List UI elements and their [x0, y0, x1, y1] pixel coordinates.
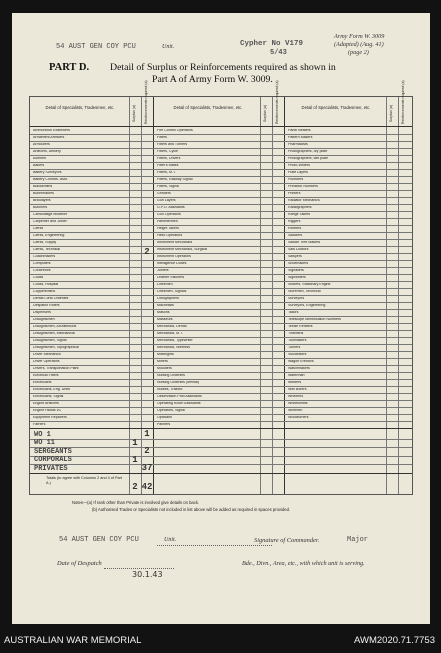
trade-label-col1: Blacksmiths [33, 184, 53, 188]
trade-label-col1: Draughtsmen, Mechanical [33, 331, 75, 335]
trade-label-col1: Armourers [33, 142, 50, 146]
cypher-date: 5/43 [270, 49, 287, 57]
rank-label: SERGEANTS [34, 447, 72, 456]
trade-label-col2: Operating Room Assistants [157, 401, 201, 405]
trade-label-col3: Wheelers [288, 394, 304, 398]
bde-label: Bde., Divn., Area, etc., with which unit is serving. [242, 560, 365, 567]
trade-label-col1: Clerks, Supply [33, 240, 57, 244]
trade-label-col1: Drivers, Transportation Plant [33, 366, 79, 370]
trade-label-col1: Equipment Repairers [33, 415, 67, 419]
despatch-date-value: 30.1.43 [132, 570, 163, 579]
rank-row-divider [30, 447, 412, 448]
rank-surplus-value: 1 [132, 454, 138, 465]
note-b: (b) Authorised Trades or Specialists not included in list above will be added as required in spaces provided. [92, 507, 291, 512]
rank-reinforcements-value: 1 [144, 429, 150, 439]
trade-label-col1: Driver Operators [33, 359, 60, 363]
trade-label-col2: Instrument Mechanics [157, 240, 193, 244]
trade-label-col1: Bakers [33, 163, 45, 167]
part-label: PART D. [49, 62, 90, 73]
trade-label-col3: Well Borers [288, 387, 307, 391]
rank-surplus-value: 1 [132, 437, 138, 448]
trade-label-col1: Dental Clerk Orderlies [33, 296, 69, 300]
trade-label-col3: Textile Refitters [288, 324, 313, 328]
column-header-surplus-1: Surplus (a) [132, 104, 136, 122]
trade-label-col1: Computers [33, 261, 51, 265]
rank-reinforcements-value: 2 [144, 446, 150, 457]
totals-reinforcements: 42 [141, 482, 153, 492]
trade-label-col1: Driver Mechanics [33, 352, 61, 356]
trade-label-col1: Coppersmiths [33, 289, 56, 293]
trade-label-col1: Farriers [33, 422, 46, 426]
trade-label-col1: Draughtsmen, Architectural [33, 324, 77, 328]
trade-label-col1: Draughtsmen, Signal [33, 338, 67, 342]
trade-label-col2: Nursing Orderlies [157, 373, 185, 377]
trade-label-col2: Observation Post Assistants [157, 394, 202, 398]
trade-label-col1: Concretors [33, 268, 51, 272]
rank-row-divider [30, 456, 412, 457]
trade-label-col2: Instrument Mechanics, Surgical [157, 247, 208, 251]
trade-label-col1: Battery Surveyors [33, 170, 62, 174]
unit-label: Unit. [162, 44, 175, 50]
trade-label-col2: Linesmen, Signals [157, 289, 187, 293]
trade-label-col2: Fire Control Operators [157, 128, 193, 132]
trade-label-col2: Nurses, Trained [157, 387, 183, 391]
trade-label-col1: Battery Comdrs. Asst. [33, 177, 68, 181]
trade-label-col1: Despatch Riders [33, 303, 60, 307]
trade-label-col2: Fitters [157, 135, 167, 139]
trade-label-col1: Draughtsmen, Topographical [33, 345, 79, 349]
column-header-reinf-3: Reinforcements required (a) [401, 80, 405, 124]
trade-label-col1: Artificers, Artillery [33, 149, 61, 153]
rank-reinforcements-value: 37 [141, 463, 153, 474]
trade-label-col2: Mechanics, Typewriter [157, 338, 193, 342]
totals-label: Totals (to agree with Columns 2 and 4 of Part A.) [46, 476, 122, 485]
trade-label-col1: Engine Hands I/C [33, 408, 62, 412]
trade-label-col3: Range Takers [288, 212, 311, 216]
trade-label-col3: Tinsmiths [288, 331, 304, 335]
column-header-detail-2: Detail of Specialists, Tradesmen, etc. [173, 105, 243, 110]
trade-label-col2: Leather Stitchers [157, 275, 185, 279]
trade-label-col2: Fitters, M.T. [157, 170, 176, 174]
rank-row-divider [30, 464, 412, 465]
note-a: Notes—(a) If rank other than Private is involved give details on back. [72, 500, 200, 505]
trade-label-col2: Fitters, Signal [157, 184, 179, 188]
unit-value: 54 AUST GEN COY PCU [56, 43, 136, 51]
trade-label-col2: Fitters, Cycle [157, 149, 178, 153]
trade-label-col3: Saddlers [288, 233, 303, 237]
trade-label-col1: Butchers [33, 205, 48, 209]
trade-label-col3: Woodturners [288, 415, 309, 419]
trade-label-col2: Hammermen [157, 219, 178, 223]
trade-label-col1: Bricklayers [33, 198, 51, 202]
trade-label-col1: Draughtsmen [33, 317, 55, 321]
archive-caption-bar [0, 629, 441, 653]
trade-label-col2: Fitters and Turners [157, 142, 188, 146]
trade-label-col2: Mechanics, Wireless [157, 345, 190, 349]
trade-label-col2: Fitters, Drivers [157, 156, 181, 160]
trade-label-col1: Clerks, Technical [33, 247, 61, 251]
trade-label-col3: Vulcanisers [288, 352, 307, 356]
column-header-reinf-2: Reinforcements required (a) [275, 80, 279, 124]
trade-label-col2: Moulders [157, 366, 172, 370]
column-header-surplus-2: Surplus (a) [263, 104, 267, 122]
trade-label-col2: Machinists [157, 303, 174, 307]
trade-label-col1: Carpenter and Joiner [33, 219, 67, 223]
trade-label-col3: Signwriters [288, 275, 306, 279]
trade-label-col2: Mechanics, M.T. [157, 331, 183, 335]
trade-label-col3: Wiremen [288, 408, 303, 412]
trade-label-col1: Camouflage Modeller [33, 212, 68, 216]
trade-label-col1: Axemen [33, 156, 47, 160]
title-line2: Part A of Army Form W. 3009. [152, 74, 273, 85]
trade-label-col2: Masseurs [157, 317, 173, 321]
form-number: Army Form W. 3009 [334, 33, 385, 40]
trade-label-col3: Sawyers [288, 254, 302, 258]
column-header-surplus-3: Surplus (a) [389, 104, 393, 122]
title-line1: Detail of Surplus or Reinforcements required as shown in [110, 62, 336, 73]
trade-label-col2: Nursing Orderlies (Mental) [157, 380, 200, 384]
trade-label-col2: Helio Operators [157, 233, 183, 237]
trade-label-col2: G.P.O. Assistants [157, 205, 185, 209]
trade-label-col1: Electricians, Eng. Units [33, 387, 70, 391]
form-adapted: (Adapted) (Aug. 41) [334, 41, 384, 48]
trade-label-col2: Fitters, Railway Signal [157, 177, 193, 181]
trade-label-col2: Linesmen [157, 282, 173, 286]
trade-label-col3: Toolmakers [288, 338, 307, 342]
trade-label-col1: Clerks [33, 226, 44, 230]
trade-label-col3: Panel Beaters [288, 128, 311, 132]
trade-label-col3: Riggers [288, 219, 301, 223]
trade-label-col1: Ammunition Examiners [33, 128, 70, 132]
signature-label: Signature of Commander. [254, 537, 320, 544]
trade-label-col2: Operators, Signal [157, 408, 185, 412]
trade-label-col3: Photo-Writers [288, 163, 310, 167]
trade-label-col1: Cooks [33, 275, 44, 279]
trade-label-col2: Millwrights [157, 352, 174, 356]
trade-label-col3: Saddle Tree Makers [288, 240, 321, 244]
trade-label-col3: Printers [288, 191, 301, 195]
trade-label-col2: Lithographers [157, 296, 179, 300]
rank-label: CORPORALS [34, 456, 72, 465]
trade-label-col3: Turners [288, 345, 301, 349]
trade-label-col2: Painters [157, 422, 171, 426]
trade-label-col3: Storemen, Technical [288, 289, 321, 293]
trade-label-col3: Riveters [288, 226, 302, 230]
trade-label-col2: Gun Layers [157, 198, 176, 202]
trade-label-col3: Photographers, wet plate [288, 156, 328, 160]
trade-label-col3: Tailors [288, 310, 299, 314]
clerks-reinforcements-value: 2 [144, 247, 150, 257]
totals-surplus: 2 [132, 482, 138, 492]
trade-label-col3: Radiographers [288, 205, 312, 209]
trade-label-col1: Engine Artificers [33, 401, 59, 405]
trade-label-col3: Whitesmiths [288, 401, 308, 405]
trade-label-col3: Surveyors, Engineering [288, 303, 326, 307]
trade-label-col2: Mechanics, Dental [157, 324, 187, 328]
trade-label-col3: Welders [288, 380, 302, 384]
trade-label-col3: Plate Layers [288, 170, 308, 174]
rank-row-divider [30, 439, 412, 440]
trade-label-col1: Electrical Fitters [33, 373, 59, 377]
trade-label-col3: Signallers [288, 268, 304, 272]
trade-label-col3: Stokers, Stationary Engine [288, 282, 331, 286]
trade-label-col1: Coachmakers [33, 254, 56, 258]
trade-label-col2: Opticians [157, 415, 172, 419]
trade-label-col3: Pharmacists [288, 142, 308, 146]
trade-label-col3: Predictor Numbers [288, 184, 318, 188]
trade-label-col1: Armament Artificers [33, 135, 65, 139]
trade-label-col1: Electricians [33, 380, 52, 384]
trade-label-col3: Saw Doctors [288, 247, 309, 251]
trade-label-col2: Grinders [157, 191, 171, 195]
trade-label-col3: Wagon Erectors [288, 359, 314, 363]
column-header-reinf-1: Reinforcements required (a) [144, 80, 148, 124]
rank-label: PRIVATES [34, 464, 68, 473]
trade-label-col1: Boilermakers [33, 191, 54, 195]
trade-label-col1: Electricians, Signal [33, 394, 64, 398]
trade-label-col3: Waterman [288, 373, 305, 377]
trade-label-col1: Clerks, Engineering [33, 233, 65, 237]
footer-unit-value: 54 AUST GEN COY PCU [59, 536, 139, 544]
trade-label-col3: Plumbers [288, 177, 304, 181]
column-header-detail-3: Detail of Specialists, Tradesmen, etc. [301, 105, 371, 110]
trade-label-col1: Dispensers [33, 310, 51, 314]
trade-label-col2: Gun Operators [157, 212, 181, 216]
despatch-label: Date of Despatch [57, 560, 102, 567]
archive-id: AWM2020.71.7753 [354, 635, 435, 646]
rank-label: WO 1 [34, 430, 51, 439]
trade-label-col2: Intelligence Duties [157, 261, 187, 265]
form-page: (page 2) [348, 49, 369, 56]
trade-label-col2: Instrument Operators [157, 254, 191, 258]
trade-label-col2: Height Takers [157, 226, 179, 230]
trade-label-col1: Cooks, Hospital [33, 282, 59, 286]
trade-label-col3: Telescope Identification Numbers [288, 317, 341, 321]
trade-label-col3: Pattern Makers [288, 135, 313, 139]
cypher-number: Cypher No V179 [240, 40, 304, 48]
signature-value: Major [347, 536, 369, 544]
trade-label-col2: Masons [157, 310, 170, 314]
trade-label-col3: Surveyors [288, 296, 305, 300]
rank-label: WO 11 [34, 439, 56, 448]
footer-unit-label: Unit. [164, 537, 177, 543]
archive-name: AUSTRALIAN WAR MEMORIAL [4, 635, 142, 646]
column-header-detail-1: Detail of Specialists, Tradesmen, etc. [45, 105, 115, 110]
trade-label-col3: Watchmakers [288, 366, 310, 370]
trade-label-col2: Fitter's Mates [157, 163, 179, 167]
trade-label-col3: Radiator Mechanics [288, 198, 320, 202]
trade-label-col2: Miners [157, 359, 168, 363]
trade-label-col3: Photographers, dry plate [288, 149, 328, 153]
trade-label-col3: Shoemakers [288, 261, 309, 265]
form-sheet [12, 13, 430, 624]
trade-label-col2: Joiners [157, 268, 169, 272]
detail-table [29, 80, 413, 495]
